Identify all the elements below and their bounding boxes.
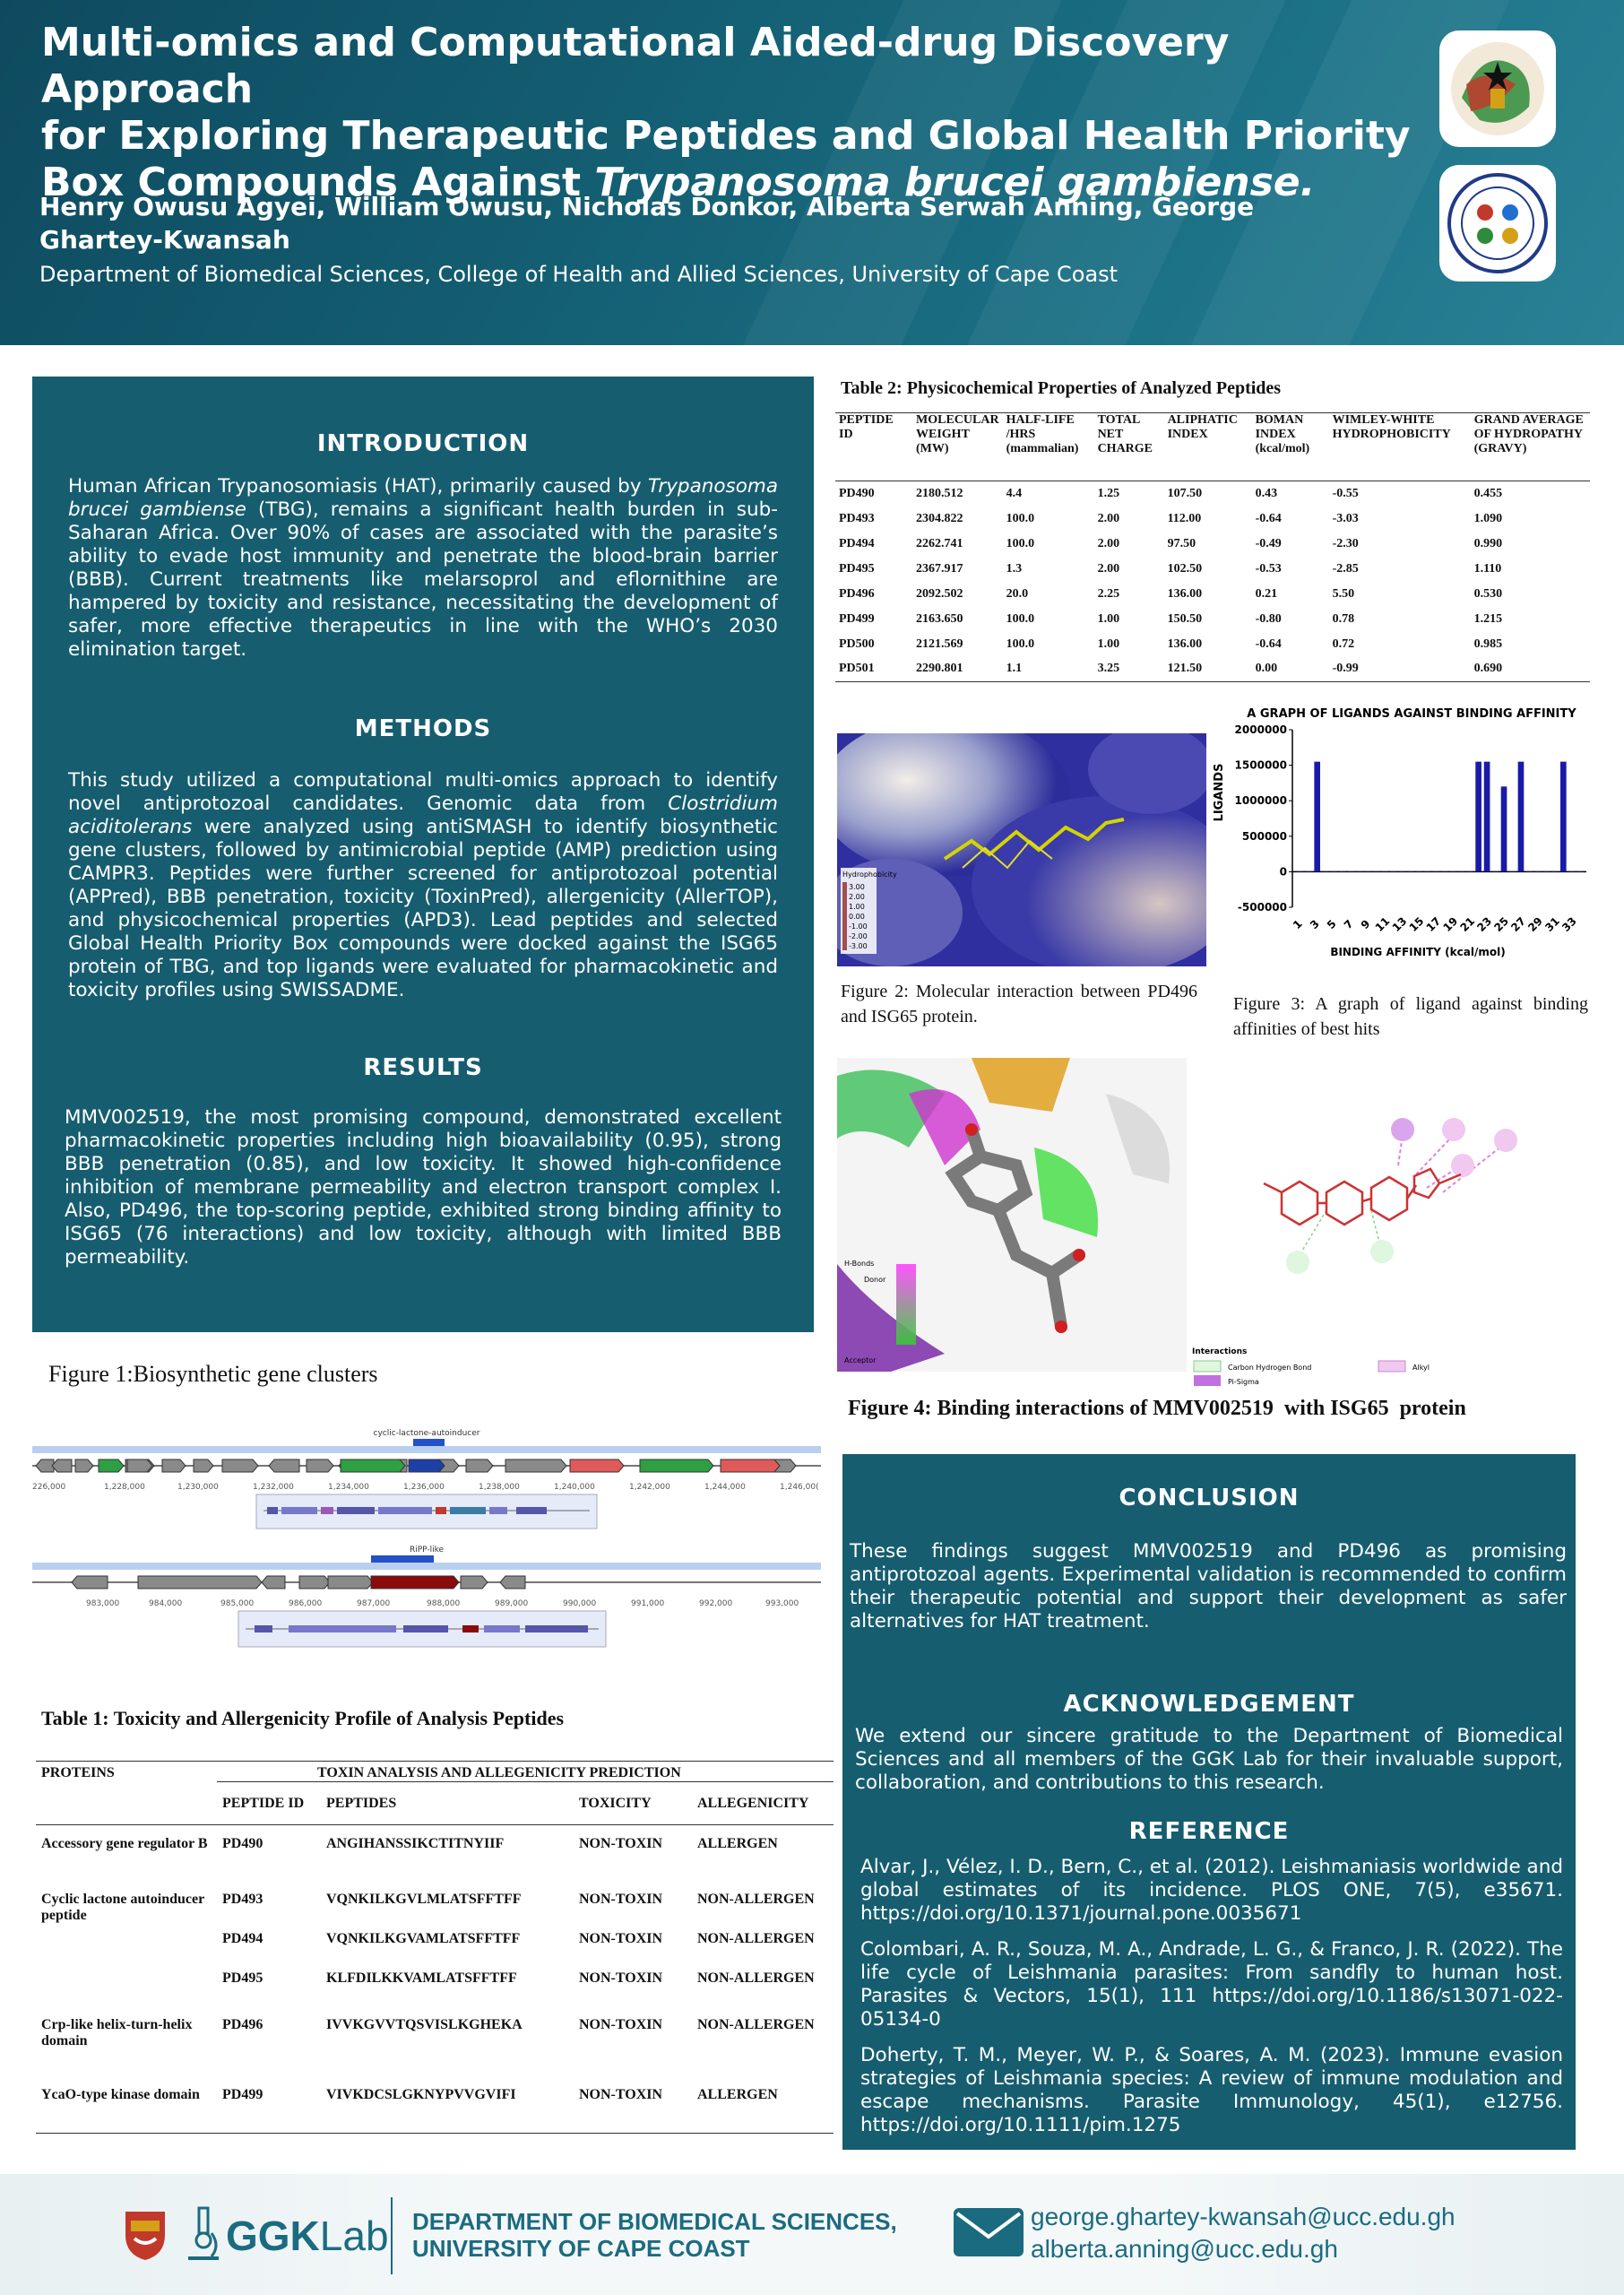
svg-text:992,000: 992,000 [699,1599,733,1608]
dept-line-2: UNIVERSITY OF CAPE COAST [412,2235,750,2262]
chart-bar [1408,871,1414,872]
table-1-cell: PD495 [222,1970,263,1986]
svg-text:0.00: 0.00 [849,913,865,921]
methods-text-b: were analyzed using antiSMASH to identify biosynthetic gene clusters, followed by antimicrobial peptide (AMP) prediction using CAMPR3. Peptides were further screened for antiprotozoal potential (APPred), BBB penetration, toxicity (ToxinPred), allergenicity (AllerTOP), and physicochemical properties (APD3). Lead peptides and selected Global Health Priority Box compounds were docked against the ISG65 protein of TBG, and top ligands were evaluated for pharmacokinetic and toxicity profiles using SWISSADME. [68,816,778,1001]
table-2-cell: 2.00 [1097,511,1120,525]
svg-text:987,000: 987,000 [357,1599,391,1608]
chart-bar [1399,871,1405,872]
intro-text-italic: Trypanosoma brucei gambiense [68,475,778,521]
table-2-cell: -0.99 [1332,662,1359,676]
chart-bar [1509,871,1516,872]
acknowledgement-text: We extend our sincere gratitude to the Department of Biomedical Sciences and all members of the GGK Lab for their invaluable support, collaboration, and contributions to this research. [855,1725,1563,1794]
table-2-cell: 136.00 [1167,637,1203,651]
table-1-cell: NON-TOXIN [579,1970,663,1986]
reference-item: Colombari, A. R., Souza, M. A., Andrade, L. G., & Franco, J. R. (2022). The life cycle of Leishmania parasites: From sandfly to human host. Parasites & Vectors, 15(1), 111 https://doi.org/10.1186/s13071-022-05134-0 [860,1938,1563,2031]
table-1-caption: Table 1: Toxicity and Allergenicity Profile of Analysis Peptides [41,1707,565,1729]
chart-bar [1568,871,1575,872]
methods-heading: METHODS [354,715,492,742]
chart-bar [1441,871,1447,872]
conclusion-heading: CONCLUSION [1119,1485,1300,1511]
reference-heading: REFERENCE [1128,1818,1290,1845]
table-2-cell: 2180.512 [916,486,963,500]
table-1-cell: VIVKDCSLGKNYPVVGVIFI [326,2086,516,2102]
table-2-cell: -0.64 [1255,511,1282,525]
svg-text:226,000: 226,000 [32,1483,66,1492]
chart-x-tick-label: 15 [1406,914,1427,935]
acknowledgement-heading: ACKNOWLEDGEMENT [1063,1691,1355,1718]
chart-bar [1374,871,1380,872]
chart-bar [1340,871,1346,872]
table-1-cell: PD490 [222,1836,263,1851]
table-2-cell: 0.985 [1473,637,1503,651]
table-row [36,2017,834,2087]
svg-text:991,000: 991,000 [631,1599,665,1608]
table-2-cell: -0.80 [1255,611,1282,626]
chart-y-ticks [1235,723,1586,914]
title-line-3-prefix: Box Compounds Against [41,160,595,205]
table-2-cell: 0.78 [1332,611,1355,626]
table-2-cell: 2262.741 [916,536,963,550]
svg-text:3.00: 3.00 [849,883,865,891]
table-1-cell: NON-ALLERGEN [697,1970,815,1986]
table-1-col-peptide-id: PEPTIDE ID [217,1782,321,1825]
table-2-cell: PD496 [839,586,875,601]
table-2-header-cell: GRAND AVERAGE OF HYDROPATHY (GRAVY) [1473,413,1584,455]
lab-suffix: Lab [319,2213,389,2259]
svg-text:986,000: 986,000 [289,1599,323,1608]
table-row [835,532,1590,557]
table-2-cell: 100.0 [1006,637,1035,651]
poster-title [41,20,1421,206]
chart-y-tick-label: 2000000 [1234,723,1287,736]
table-2-cell: 102.50 [1167,561,1203,576]
table-1-group-header: TOXIN ANALYSIS AND ALLEGENICITY PREDICTION [217,1762,834,1782]
table-2-cell: -3.03 [1332,511,1359,525]
email-icon [952,2204,1025,2260]
chart-bar [1365,871,1371,872]
table-2-cell: 97.50 [1167,536,1196,550]
chart-x-tick-label: 19 [1440,914,1461,935]
table-2-cell: 2.25 [1097,586,1120,601]
table-1-cell: IVVKGVVTQSVISLKGHEKA [326,2016,523,2032]
svg-text:2.00: 2.00 [849,893,865,901]
chart-x-tick-label: 27 [1508,914,1528,935]
chart-xlabel-text: BINDING AFFINITY (kcal/mol) [1330,946,1506,958]
title-line-2: for Exploring Therapeutic Peptides and Global Health Priority [41,113,1411,159]
table-2 [835,412,1590,682]
table-1-cell: PD496 [222,2016,263,2032]
chart-x-tick-label: 1 [1291,917,1305,932]
chart-x-tick-label: 33 [1559,914,1579,935]
svg-text:1,244,000: 1,244,000 [704,1483,746,1492]
table-2-cell: 0.455 [1473,486,1503,500]
table-2-cell: PD490 [839,486,875,500]
chart-x-tick-label: 5 [1324,917,1339,932]
table-1-cell: NON-TOXIN [579,1836,663,1851]
chart-bar [1467,871,1473,872]
table-1-cell: NON-TOXIN [579,1930,663,1946]
reference-item: Doherty, T. M., Meyer, W. P., & Soares, A. M. (2023). Immune evasion strategies of Leishmania species: A review of immune modulation and escape mechanisms. Parasite Immunology, 45(1), e12756. https://doi.org/10.1111/pim.1275 [860,2044,1563,2136]
table-2-cell: 2304.822 [916,511,963,525]
region-2-detail-domains [255,1625,588,1632]
region-2-ticks [86,1599,799,1608]
chart-x-tick-label: 21 [1457,914,1478,935]
legend-carbon-hydrogen-bond: Carbon Hydrogen Bond [1228,1364,1312,1372]
table-2-cell: 1.090 [1473,511,1503,525]
footer-emails [1031,2201,1456,2265]
lab-name: GGK [226,2213,320,2259]
chart-x-tick-label: 29 [1525,914,1545,935]
chart-bar [1543,871,1550,872]
table-row [835,657,1590,682]
chart-x-tick-label: 17 [1423,914,1444,935]
table-2-cell: 0.72 [1332,637,1355,651]
table-row [36,1892,834,1931]
table-row [36,2087,834,2134]
chart-bar [1306,871,1312,872]
table-1-cell: ANGIHANSSIKCTITNYIIF [326,1836,505,1851]
svg-text:1,230,000: 1,230,000 [177,1483,219,1492]
chart-bar [1314,762,1320,872]
methods-text-italic: Clostridium aciditolerans [68,792,778,838]
table-1-cell: NON-ALLERGEN [697,1930,815,1946]
svg-text:-1.00: -1.00 [849,922,868,931]
footer [0,2174,1624,2295]
methods-text [68,769,778,1002]
figure-2-caption: Figure 2: Molecular interaction between PD496 and ISG65 protein. [841,982,1197,1026]
table-row [36,1825,834,1892]
table-1-cell: PD494 [222,1930,263,1946]
table-2-cell: 1.00 [1097,637,1120,651]
chart-x-tick-label: 31 [1542,914,1562,935]
reference-list [860,1856,1563,2137]
svg-text:1,238,000: 1,238,000 [479,1483,520,1492]
table-2-cell: 2092.502 [916,586,963,601]
table-2-cell: 1.215 [1473,611,1503,626]
right-text-panel [842,1454,1576,2150]
chart-bar [1458,871,1464,872]
figure-1-caption: Figure 1:Biosynthetic gene clusters [48,1361,378,1387]
table-1-cell: YcaO-type kinase domain [41,2086,200,2102]
svg-text:1,242,000: 1,242,000 [629,1483,670,1492]
chart-bar [1535,871,1542,872]
table-1-cell: PD499 [222,2086,263,2102]
table-row [835,582,1590,607]
conclusion-text: These findings suggest MMV002519 and PD496 as promising antiprotozoal agents. Experimental validation is recommended to confirm their therapeutic potential and support their development as safer alternatives for HAT treatment. [850,1540,1567,1632]
chart-bar [1475,762,1481,872]
chart-bar [1391,871,1397,872]
methods-text-a: This study utilized a computational multi-omics approach to identify novel antiprotozoal candidates. Genomic data from [68,769,778,815]
table-2-cell: 136.00 [1167,586,1203,601]
table-row [835,557,1590,582]
chart-y-tick-label: 1500000 [1234,758,1287,772]
intro-text-b: (TBG), remains a significant health burden in sub-Saharan Africa. Over 90% of cases are associated with the parasite’s ability to evade host immunity and penetrate the blood-brain barrier (BBB). Current treatments like melarsoprol and eflornithine are hampered by toxicity and resistance, necessitating the development of safer, more effective therapeutics in line with the WHO’s 2030 elimination target. [68,498,778,661]
table-2-cell: -2.30 [1332,536,1359,550]
svg-text:-3.00: -3.00 [849,942,868,950]
svg-text:1,240,000: 1,240,000 [554,1483,595,1492]
hbond-label: H-Bonds [844,1260,875,1268]
table-1-cell: VQNKILKGVLMLATSFFTFF [326,1891,522,1907]
table-1-cell: KLFDILKKVAMLATSFFTFF [326,1970,517,1986]
chart-bar [1424,871,1430,872]
chart-x-tick-label: 11 [1372,914,1393,935]
table-2-cell: 1.3 [1006,561,1023,576]
microscope-icon [185,2206,222,2262]
table-2-cell: -0.53 [1255,561,1282,576]
chart-y-tick-label: 500000 [1241,829,1287,843]
table-2-header-cell: BOMAN INDEX (kcal/mol) [1255,413,1310,455]
table-2-cell: 2163.650 [916,611,963,626]
table-2-caption: Table 2: Physicochemical Properties of Analyzed Peptides [841,378,1282,398]
table-1-cell: NON-ALLERGEN [697,1891,815,1907]
table-2-cell: PD493 [839,511,875,525]
svg-text:1,246,00(: 1,246,00( [780,1483,819,1492]
university-crest-logo [1439,30,1556,147]
chart-x-tick-label: 7 [1341,917,1356,932]
table-2-cell: 5.50 [1332,586,1355,601]
hydrophobicity-legend-values [849,883,868,950]
donor-label: Donor [864,1276,886,1284]
chart-bar [1382,871,1388,872]
dept-line-1: DEPARTMENT OF BIOMEDICAL SCIENCES, [412,2208,897,2235]
chart-bar [1560,762,1567,872]
table-2-cell: 100.0 [1006,536,1035,550]
reference-item: Alvar, J., Vélez, I. D., Bern, C., et al. (2012). Leishmaniasis worldwide and global estimates of its incidence. PLOS ONE, 7(5), e35671. https://doi.org/10.1371/journal.pone.0035671 [860,1856,1563,1925]
chart-bar [1484,762,1490,872]
table-1-cell: Crp-like helix-turn-helix domain [41,2016,193,2048]
interactions-legend-title: Interactions [1192,1347,1248,1356]
chart-bar [1331,871,1337,872]
email-link[interactable]: alberta.anning@ucc.edu.gh [1031,2235,1338,2263]
crest-icon [1444,35,1551,143]
table-1-cell: Cyclic lactone autoinducer peptide [41,1891,204,1923]
chart-x-tick-label: 13 [1389,914,1410,935]
table-2-cell: 0.990 [1473,536,1503,550]
table-2-header-cell: ALIPHATIC INDEX [1167,413,1238,441]
chart-y-tick-label: 1000000 [1234,794,1287,808]
figure-3-bar-chart [1210,703,1595,981]
table-2-cell: 2.00 [1097,536,1120,550]
table-2-cell: 107.50 [1167,486,1203,500]
svg-text:990,000: 990,000 [563,1599,597,1608]
chart-bar [1450,871,1456,872]
table-2-cell: 100.0 [1006,611,1035,626]
table-1-cell: NON-TOXIN [579,2016,663,2032]
svg-text:1.00: 1.00 [849,903,865,911]
table-1-cell: VQNKILKGVAMLATSFFTFF [326,1930,521,1946]
table-1-col-proteins: PROTEINS [41,1765,115,1780]
authors: Henry Owusu Agyei, William Owusu, Nicholas Donkor, Alberta Serwah Anning, George Ghartey-Kwansah [39,192,1255,255]
email-link[interactable]: george.ghartey-kwansah@ucc.edu.gh [1031,2203,1456,2230]
table-2-cell: 4.4 [1006,486,1023,500]
table-2-header-cell: HALF-LIFE /HRS (mammalian) [1006,413,1079,455]
table-2-cell: PD494 [839,536,875,550]
footer-department [412,2208,897,2262]
svg-text:988,000: 988,000 [427,1599,461,1608]
chart-bar [1552,871,1559,872]
chart-xlabel [1330,946,1505,958]
svg-text:989,000: 989,000 [495,1599,529,1608]
results-heading: RESULTS [363,1054,483,1081]
chart-bar [1577,871,1584,872]
table-1-cell: NON-ALLERGEN [697,2016,815,2032]
table-2-header-cell: MOLECULAR WEIGHT (MW) [916,413,999,455]
legend-pi-sigma: Pi-Sigma [1228,1378,1259,1386]
svg-text:993,000: 993,000 [765,1599,799,1608]
figure-2-molecular-image [837,733,1206,966]
chart-title: A GRAPH OF LIGANDS AGAINST BINDING AFFINITY [1247,707,1576,721]
table-2-cell: 0.21 [1255,586,1278,601]
chart-bar [1416,871,1422,872]
table-2-cell: -0.55 [1332,486,1359,500]
affiliation: Department of Biomedical Sciences, College of Health and Allied Sciences, University of Cape Coast [39,262,1119,287]
figure-4-3d-interaction [837,1058,1187,1372]
table-1-cell: ALLERGEN [697,2086,778,2102]
chart-bars [1297,762,1583,872]
table-1-col-peptides: PEPTIDES [321,1782,574,1825]
table-2-cell: 0.690 [1473,662,1503,676]
table-row [835,507,1590,532]
chart-x-tick-label: 3 [1307,917,1322,932]
svg-text:1,232,000: 1,232,000 [253,1483,294,1492]
table-2-cell: -2.85 [1332,561,1359,576]
chart-bar [1348,871,1354,872]
region-1-ticks [32,1483,819,1492]
chart-bar [1501,786,1507,871]
table-2-header-cell: WIMLEY-WHITE HYDROPHOBICITY [1332,413,1451,441]
chart-bar [1433,871,1439,872]
table-2-header-cell: TOTAL NET CHARGE [1097,413,1153,455]
table-1-cell: NON-TOXIN [579,2086,663,2102]
region-1-genes [36,1459,796,1472]
introduction-text [68,475,778,662]
legend-alkyl: Alkyl [1412,1364,1430,1372]
table-1 [36,1761,834,2134]
chart-bar [1518,762,1525,872]
table-2-cell: 0.530 [1473,586,1503,601]
table-1-cell: ALLERGEN [697,1836,778,1851]
table-row [835,481,1590,507]
ggk-lab-logo [226,2212,389,2260]
chart-x-tick-label: 23 [1474,914,1495,935]
table-2-cell: -0.64 [1255,637,1282,651]
table-2-cell: PD499 [839,611,875,626]
svg-text:1,228,000: 1,228,000 [104,1483,145,1492]
table-2-cell: 100.0 [1006,511,1035,525]
table-1-col-allergenicity: ALLEGENICITY [692,1782,834,1825]
title-organism: Trypanosoma brucei gambiense. [594,160,1316,205]
svg-text:1,234,000: 1,234,000 [328,1483,369,1492]
results-text: MMV002519, the most promising compound, demonstrated excellent pharmacokinetic properties including high bioavailability (0.95), strong BBB penetration (0.85), and low toxicity. It showed high-confidence inhibition of membrane permeability and electron transport complex I. Also, PD496, the top-scoring peptide, exhibited strong binding affinity to ISG65 (76 interactions) and low toxicity, although with limited BBB permeability. [65,1106,782,1269]
chart-bar [1323,871,1329,872]
table-2-cell: 2121.569 [916,637,963,651]
table-row [835,632,1590,657]
figure-4-caption: Figure 4: Binding interactions of MMV002519 with ISG65 protein [848,1397,1466,1420]
table-1-col-toxicity: TOXICITY [574,1782,692,1825]
table-1-subheader-row [36,1782,834,1825]
svg-text:983,000: 983,000 [86,1599,120,1608]
svg-text:-2.00: -2.00 [849,932,868,940]
table-2-cell: 0.00 [1255,662,1278,676]
figure-1-gene-clusters [32,1421,821,1663]
region-1-label: cyclic-lactone-autoinducer [373,1429,480,1438]
chart-bar [1526,871,1533,872]
chart-x-tick-label: 9 [1358,917,1373,932]
acceptor-label: Acceptor [844,1356,877,1364]
figure-3-caption: Figure 3: A graph of ligand against binding affinities of best hits [1233,994,1588,1039]
chart-x-tick-label: 25 [1491,914,1512,935]
table-2-cell: 2367.917 [916,561,963,576]
svg-text:1,236,000: 1,236,000 [403,1483,445,1492]
table-1-cell: PD493 [222,1891,263,1907]
table-2-cell: 3.25 [1097,662,1120,676]
intro-text-a: Human African Trypanosomiasis (HAT), primarily caused by [68,475,648,498]
chart-bar [1357,871,1363,872]
college-seal-logo [1439,165,1556,281]
svg-text:985,000: 985,000 [220,1599,255,1608]
table-1-cell: NON-TOXIN [579,1891,663,1907]
title-line-1: Multi-omics and Computational Aided-drug Discovery Approach [41,20,1230,112]
table-2-cell: 112.00 [1167,511,1202,525]
region-1-band [32,1446,821,1453]
table-2-cell: 0.43 [1255,486,1278,500]
table-2-cell: 1.25 [1097,486,1120,500]
region-1-detail-domains [267,1507,547,1514]
region-2-band [32,1563,821,1570]
introduction-heading: INTRODUCTION [316,430,530,457]
table-2-cell: 1.110 [1473,561,1502,576]
table-2-cell: 150.50 [1167,611,1203,626]
poster-header [0,0,1624,345]
table-2-cell: 121.50 [1167,662,1203,676]
svg-text:984,000: 984,000 [149,1599,183,1608]
chart-bar [1297,871,1303,872]
table-2-cell: -0.49 [1255,536,1282,550]
table-2-cell: 2.00 [1097,561,1120,576]
footer-divider [391,2197,393,2274]
table-2-cell: PD501 [839,662,875,676]
table-1-cell: Accessory gene regulator B [41,1836,208,1851]
seal-icon [1444,169,1551,277]
chart-y-tick-label: 0 [1279,865,1287,879]
table-2-cell: PD500 [839,637,875,651]
table-2-header-cell: PEPTIDE ID [839,413,894,441]
chart-y-tick-label: -500000 [1237,901,1287,914]
region-2-label: RiPP-like [409,1546,445,1555]
chart-x-ticks [1291,914,1579,934]
chart-ylabel: LIGANDS [1213,763,1226,822]
table-2-body [835,481,1590,682]
table-2-cell: 2290.801 [916,662,963,676]
table-2-header-row [835,413,1590,481]
hydrophobicity-legend-title: Hydrophobicity [842,870,897,879]
ucc-shield-icon [122,2208,168,2262]
table-2-cell: PD495 [839,561,875,576]
chart-bar [1492,871,1499,872]
table-1-header-row [36,1762,834,1782]
table-2-cell: 1.00 [1097,611,1120,626]
table-2-cell: 1.1 [1006,662,1023,676]
table-row [835,607,1590,632]
left-text-panel [32,377,814,1332]
table-2-cell: 20.0 [1006,586,1029,601]
figure-4-2d-interaction [1192,1076,1595,1390]
